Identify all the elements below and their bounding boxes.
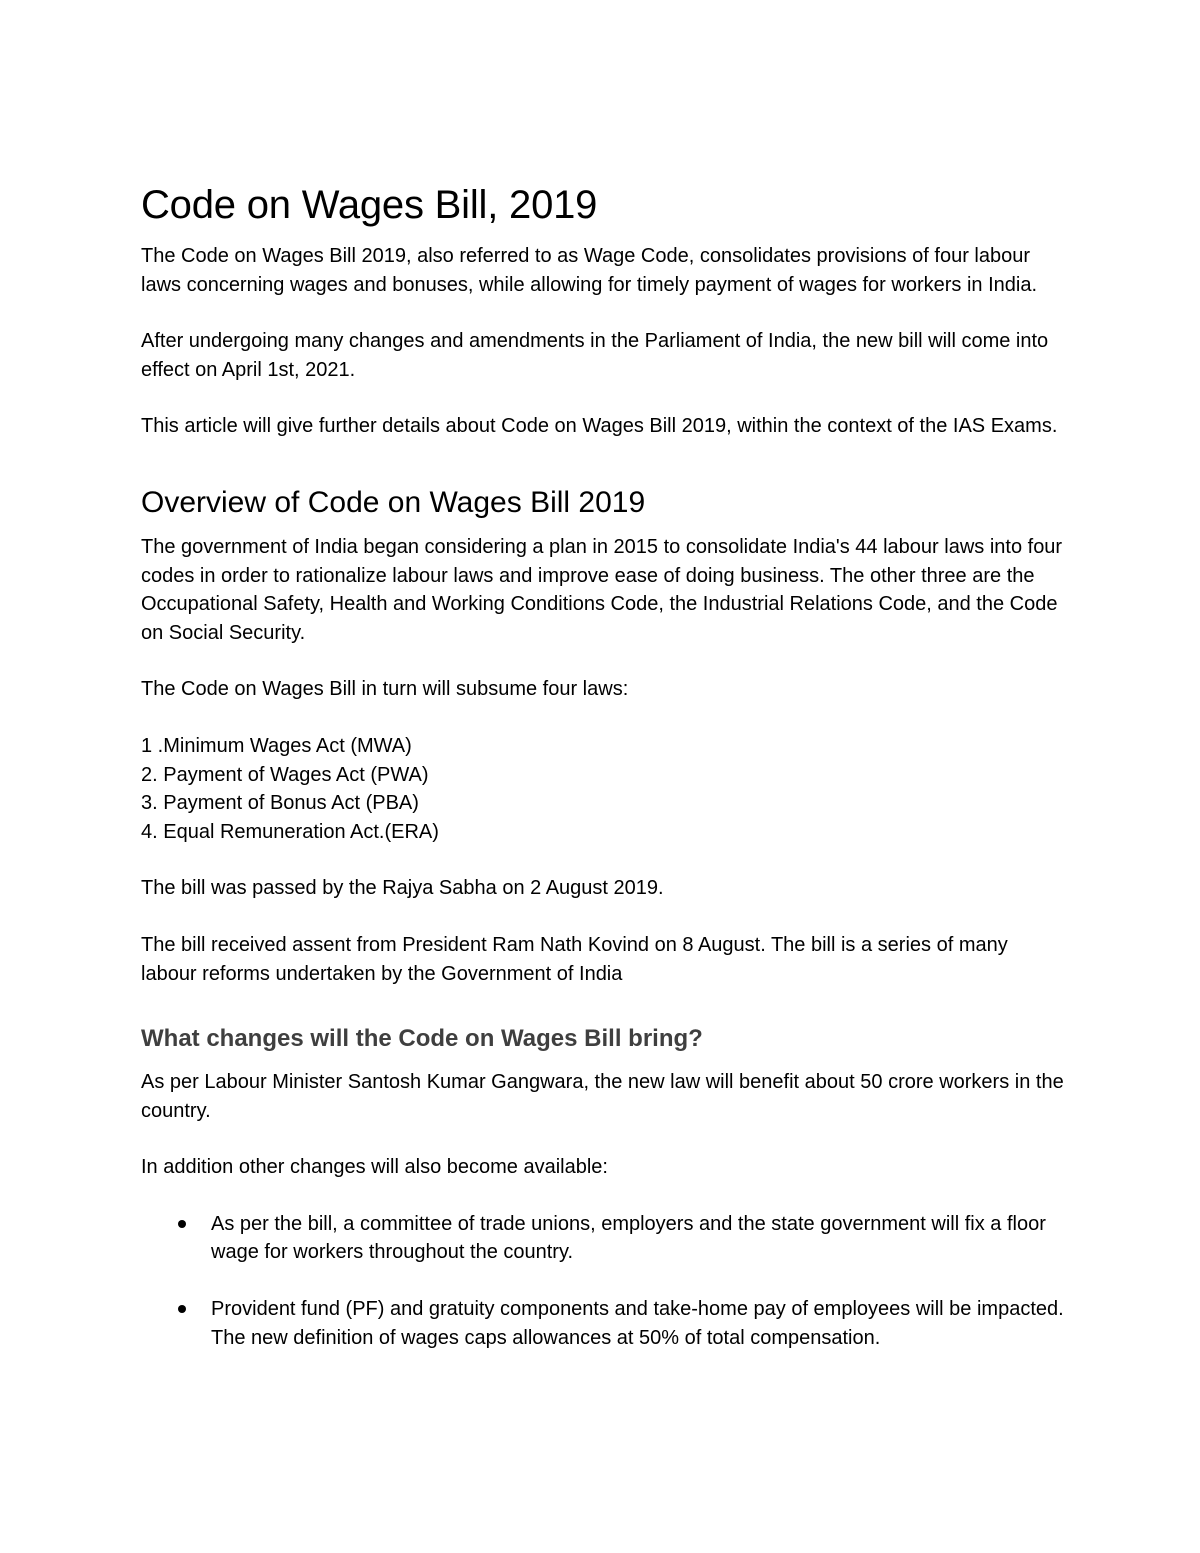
changes-heading: What changes will the Code on Wages Bill bring?: [141, 1025, 703, 1053]
intro-paragraph: The Code on Wages Bill 2019, also referred to as Wage Code, consolidates provisions of four labour laws concerning wages and bonuses, while allowing for timely payment of wages for workers in India.: [141, 245, 1038, 296]
bullet-text: Provident fund (PF) and gratuity components and take-home pay of employees will be impacted. The new definition of wages caps allowances at 50% of total compensation.: [211, 1298, 1064, 1349]
bullet-text: As per the bill, a committee of trade unions, employers and the state government will fix a floor wage for workers throughout the country.: [211, 1212, 1046, 1264]
list-item: 2. Payment of Wages Act (PWA): [141, 763, 429, 786]
list-item: 1 .Minimum Wages Act (MWA): [141, 734, 412, 757]
document-page: [141, 185, 1066, 1380]
list-item: [141, 1295, 1066, 1352]
changes-paragraph: In addition other changes will also become available:: [141, 1156, 608, 1179]
list-item: 3. Payment of Bonus Act (PBA): [141, 792, 419, 815]
intro-paragraph: After undergoing many changes and amendments in the Parliament of India, the new bill will come into effect on April 1st, 2021.: [141, 330, 1049, 381]
overview-heading: Overview of Code on Wages Bill 2019: [141, 485, 646, 519]
bullet-icon: [178, 1220, 186, 1228]
list-item: 4. Equal Remuneration Act.(ERA): [141, 820, 439, 843]
changes-paragraph: As per Labour Minister Santosh Kumar Gangwara, the new law will benefit about 50 crore workers in the country.: [141, 1071, 1064, 1122]
page-title: Code on Wages Bill, 2019: [141, 183, 598, 227]
overview-paragraph: The Code on Wages Bill in turn will subsume four laws:: [141, 678, 629, 701]
bullet-icon: [178, 1305, 186, 1313]
changes-bullet-list: [141, 1210, 1066, 1352]
laws-list: [141, 732, 1066, 846]
overview-paragraph: The bill received assent from President Ram Nath Kovind on 8 August. The bill is a series of many labour reforms undertaken by the Government of India: [141, 933, 1008, 985]
list-item: [141, 1210, 1066, 1267]
overview-paragraph: The government of India began considering a plan in 2015 to consolidate India's 44 labour laws into four codes in order to rationalize labour laws and improve ease of doing business. The other three are the Occupational Safety, Health and Working Conditions Code, the Industrial Relations Code, and the Code on Social Security.: [141, 535, 1063, 644]
intro-paragraph: This article will give further details about Code on Wages Bill 2019, within the context of the IAS Exams.: [141, 415, 1058, 438]
overview-paragraph: The bill was passed by the Rajya Sabha on 2 August 2019.: [141, 877, 664, 900]
